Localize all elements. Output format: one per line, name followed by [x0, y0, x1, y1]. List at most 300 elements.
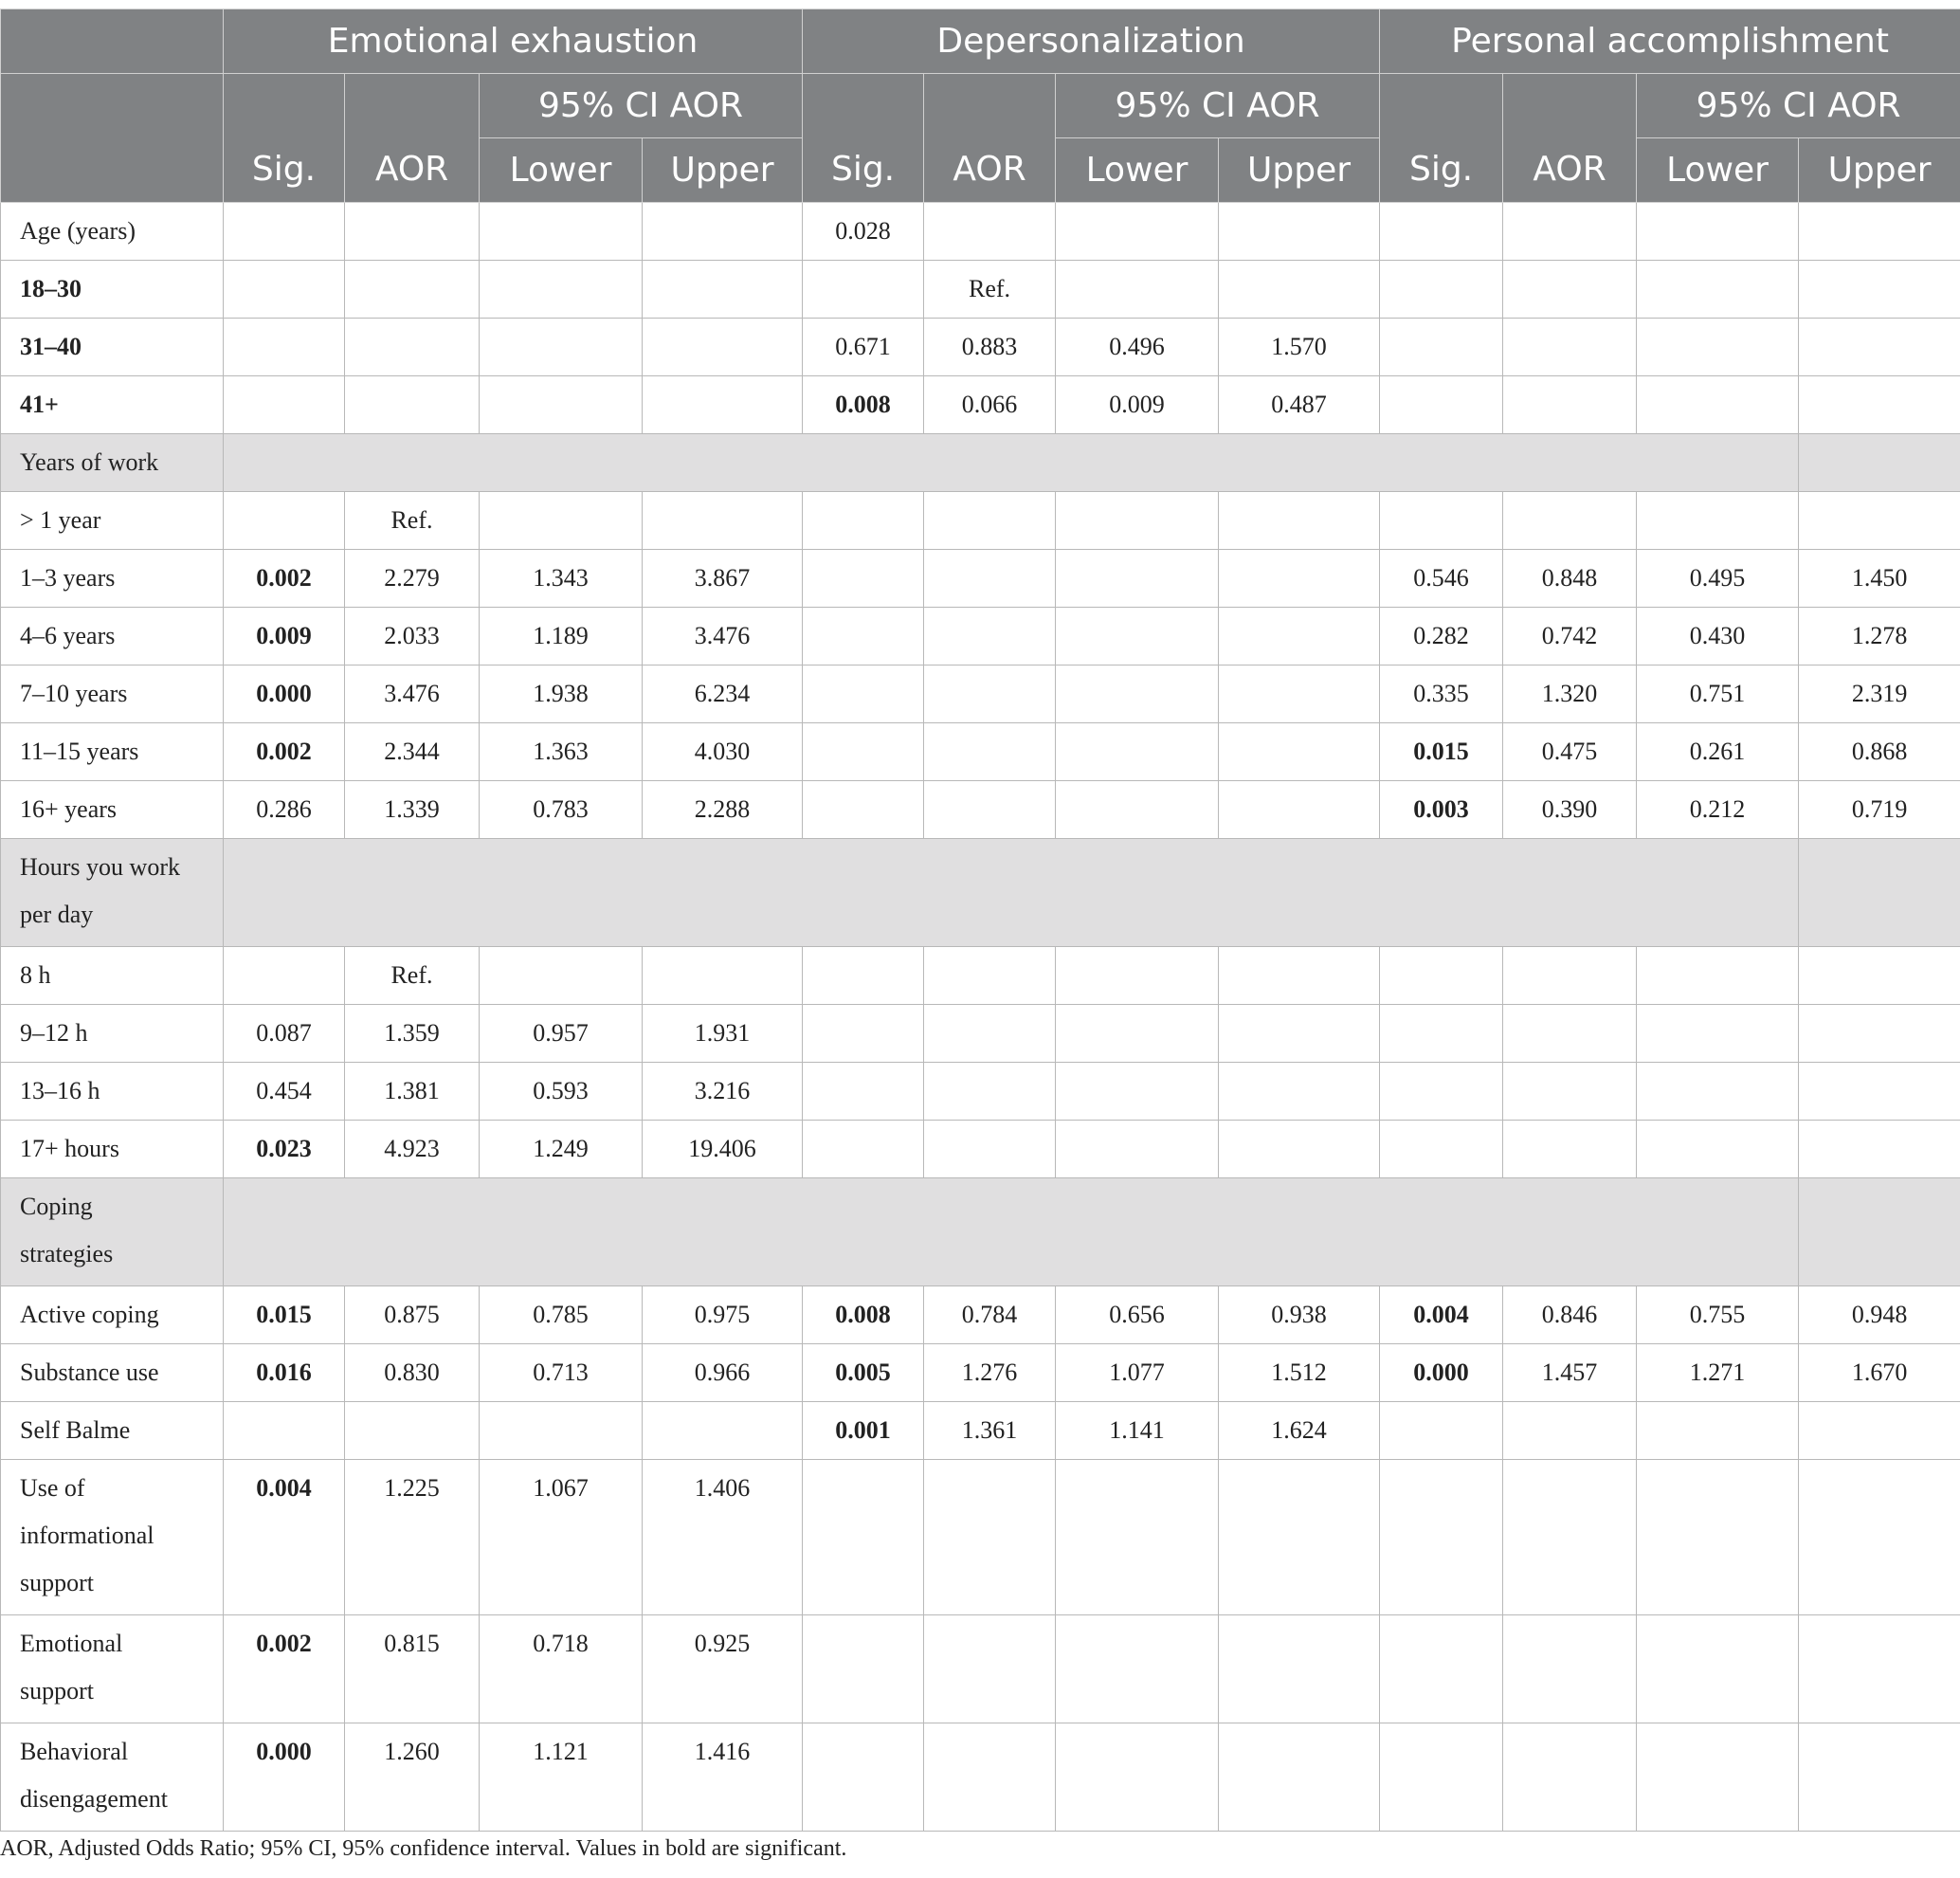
sig-cell: 0.546	[1380, 550, 1503, 608]
table-row	[1, 947, 1960, 1005]
row-label: 11–15 years	[1, 723, 224, 781]
table-row	[1, 781, 1960, 839]
table-row	[1, 608, 1960, 666]
lower-cell: 1.121	[480, 1723, 643, 1832]
lower-cell	[1637, 947, 1799, 1005]
upper-cell: 0.938	[1219, 1286, 1380, 1344]
sig-cell	[803, 550, 924, 608]
upper-cell: 0.966	[643, 1344, 803, 1402]
sig-cell	[803, 261, 924, 319]
aor-cell	[924, 781, 1056, 839]
section-filler	[224, 839, 1799, 947]
upper-cell	[1799, 947, 1960, 1005]
sig-cell: 0.023	[224, 1121, 345, 1178]
upper-cell	[1219, 947, 1380, 1005]
aor-cell	[1503, 1460, 1637, 1615]
aor-cell: 0.848	[1503, 550, 1637, 608]
upper-cell	[1799, 1005, 1960, 1063]
row-label: Active coping	[1, 1286, 224, 1344]
table-row	[1, 376, 1960, 434]
aor-cell	[345, 203, 480, 261]
sig-cell	[803, 1005, 924, 1063]
sig-cell	[803, 947, 924, 1005]
aor-cell: 1.381	[345, 1063, 480, 1121]
section-row	[1, 839, 1960, 947]
upper-cell: 3.867	[643, 550, 803, 608]
lower-cell: 1.077	[1056, 1344, 1219, 1402]
lower-cell: 0.656	[1056, 1286, 1219, 1344]
aor-cell: 1.361	[924, 1402, 1056, 1460]
aor-cell	[1503, 492, 1637, 550]
aor-cell	[924, 1005, 1056, 1063]
group-header: Emotional exhaustion	[224, 9, 803, 74]
row-label: 1–3 years	[1, 550, 224, 608]
upper-cell: 3.476	[643, 608, 803, 666]
section-label: Coping strategies	[1, 1178, 224, 1286]
lower-cell: 0.593	[480, 1063, 643, 1121]
ci-header: 95% CI AOR	[480, 74, 803, 138]
upper-cell: 2.288	[643, 781, 803, 839]
sig-cell	[1380, 1063, 1503, 1121]
group-header: Personal accomplishment	[1380, 9, 1960, 74]
sig-cell	[1380, 261, 1503, 319]
aor-cell: 0.784	[924, 1286, 1056, 1344]
sig-cell	[803, 1121, 924, 1178]
aor-cell: 0.875	[345, 1286, 480, 1344]
results-table	[0, 9, 1960, 1832]
upper-cell: 0.487	[1219, 376, 1380, 434]
upper-cell	[1799, 1121, 1960, 1178]
aor-cell	[1503, 1723, 1637, 1832]
aor-header: AOR	[924, 74, 1056, 203]
upper-cell: 4.030	[643, 723, 803, 781]
aor-cell: 2.279	[345, 550, 480, 608]
sig-cell: 0.015	[1380, 723, 1503, 781]
row-label: 18–30	[1, 261, 224, 319]
upper-cell: 19.406	[643, 1121, 803, 1178]
aor-cell	[924, 723, 1056, 781]
aor-cell: Ref.	[924, 261, 1056, 319]
upper-cell	[1799, 1615, 1960, 1723]
table-row	[1, 492, 1960, 550]
aor-cell	[345, 1402, 480, 1460]
row-label: Self Balme	[1, 1402, 224, 1460]
aor-cell	[1503, 1402, 1637, 1460]
sig-cell	[1380, 1615, 1503, 1723]
corner-cell	[1, 9, 224, 74]
lower-cell	[1056, 1615, 1219, 1723]
lower-cell	[1637, 376, 1799, 434]
upper-cell	[643, 947, 803, 1005]
upper-cell: 0.948	[1799, 1286, 1960, 1344]
section-row	[1, 434, 1960, 492]
lower-cell: 0.495	[1637, 550, 1799, 608]
table-footnote: AOR, Adjusted Odds Ratio; 95% CI, 95% confidence interval. Values in bold are significant.	[0, 1836, 847, 1861]
sig-cell: 0.004	[1380, 1286, 1503, 1344]
aor-cell: Ref.	[345, 947, 480, 1005]
upper-cell	[1219, 781, 1380, 839]
lower-cell: 1.363	[480, 723, 643, 781]
upper-cell	[1799, 376, 1960, 434]
lower-cell	[480, 261, 643, 319]
sig-cell	[803, 781, 924, 839]
sig-header: Sig.	[803, 74, 924, 203]
aor-cell: 1.320	[1503, 666, 1637, 723]
row-label: 9–12 h	[1, 1005, 224, 1063]
upper-cell: 1.570	[1219, 319, 1380, 376]
lower-cell	[1056, 203, 1219, 261]
aor-cell: Ref.	[345, 492, 480, 550]
aor-header: AOR	[345, 74, 480, 203]
table-row	[1, 1005, 1960, 1063]
table-row	[1, 1615, 1960, 1723]
table-row	[1, 1121, 1960, 1178]
aor-cell: 0.883	[924, 319, 1056, 376]
sig-cell	[1380, 947, 1503, 1005]
lower-cell	[1056, 1723, 1219, 1832]
lower-cell: 0.957	[480, 1005, 643, 1063]
lower-cell	[480, 319, 643, 376]
section-filler	[1799, 1178, 1960, 1286]
aor-cell	[924, 1615, 1056, 1723]
row-label: 16+ years	[1, 781, 224, 839]
upper-cell	[1799, 1063, 1960, 1121]
sig-cell: 0.002	[224, 550, 345, 608]
section-row	[1, 1178, 1960, 1286]
aor-cell: 1.457	[1503, 1344, 1637, 1402]
lower-cell	[1056, 947, 1219, 1005]
lower-cell	[1637, 1121, 1799, 1178]
upper-cell	[1799, 1460, 1960, 1615]
lower-cell: 1.249	[480, 1121, 643, 1178]
aor-cell	[924, 203, 1056, 261]
table-row	[1, 261, 1960, 319]
upper-cell	[1219, 1121, 1380, 1178]
table-row	[1, 723, 1960, 781]
aor-cell	[924, 1460, 1056, 1615]
sig-cell: 0.004	[224, 1460, 345, 1615]
aor-cell	[1503, 1005, 1637, 1063]
aor-cell	[345, 319, 480, 376]
table-row	[1, 550, 1960, 608]
sig-cell	[803, 723, 924, 781]
upper-cell	[1219, 1460, 1380, 1615]
aor-cell	[1503, 1615, 1637, 1723]
row-label: Use of informational support	[1, 1460, 224, 1615]
lower-cell	[1637, 492, 1799, 550]
row-label: Emotional support	[1, 1615, 224, 1723]
lower-cell: 0.718	[480, 1615, 643, 1723]
upper-cell	[643, 492, 803, 550]
lower-header: Lower	[480, 138, 643, 203]
aor-cell	[1503, 261, 1637, 319]
sig-cell	[1380, 319, 1503, 376]
lower-cell	[1637, 1402, 1799, 1460]
sig-cell	[803, 1063, 924, 1121]
row-label: 8 h	[1, 947, 224, 1005]
section-filler	[224, 434, 1799, 492]
lower-cell	[1056, 1460, 1219, 1615]
lower-cell	[1056, 723, 1219, 781]
lower-cell	[1056, 1005, 1219, 1063]
lower-cell: 1.189	[480, 608, 643, 666]
upper-cell: 0.719	[1799, 781, 1960, 839]
lower-cell: 0.009	[1056, 376, 1219, 434]
lower-cell	[1056, 608, 1219, 666]
row-label: 13–16 h	[1, 1063, 224, 1121]
sig-cell: 0.286	[224, 781, 345, 839]
sig-cell: 0.000	[224, 666, 345, 723]
sig-cell	[224, 261, 345, 319]
aor-cell: 2.033	[345, 608, 480, 666]
table-row	[1, 1063, 1960, 1121]
sig-cell	[803, 608, 924, 666]
table-header	[1, 9, 1960, 203]
lower-cell	[480, 376, 643, 434]
sig-cell	[1380, 492, 1503, 550]
lower-cell: 0.261	[1637, 723, 1799, 781]
sig-cell	[224, 203, 345, 261]
aor-cell: 1.260	[345, 1723, 480, 1832]
sig-cell	[803, 1460, 924, 1615]
sig-cell: 0.009	[224, 608, 345, 666]
sig-cell	[1380, 1402, 1503, 1460]
table-row	[1, 1723, 1960, 1832]
sig-cell	[1380, 203, 1503, 261]
lower-cell	[1637, 1005, 1799, 1063]
sig-cell	[224, 1402, 345, 1460]
sig-cell	[224, 492, 345, 550]
aor-cell: 0.390	[1503, 781, 1637, 839]
row-label: 4–6 years	[1, 608, 224, 666]
lower-cell: 0.785	[480, 1286, 643, 1344]
upper-cell	[1219, 1005, 1380, 1063]
sig-cell: 0.015	[224, 1286, 345, 1344]
sig-cell	[224, 947, 345, 1005]
aor-cell	[1503, 319, 1637, 376]
sig-cell: 0.282	[1380, 608, 1503, 666]
upper-header: Upper	[1799, 138, 1960, 203]
sig-cell	[1380, 1005, 1503, 1063]
aor-cell	[345, 261, 480, 319]
lower-cell	[480, 947, 643, 1005]
aor-cell	[924, 947, 1056, 1005]
row-label: > 1 year	[1, 492, 224, 550]
section-label: Hours you work per day	[1, 839, 224, 947]
aor-cell	[924, 1723, 1056, 1832]
aor-cell: 1.359	[345, 1005, 480, 1063]
sig-cell: 0.000	[1380, 1344, 1503, 1402]
lower-cell	[1056, 1063, 1219, 1121]
upper-cell: 1.931	[643, 1005, 803, 1063]
upper-cell	[1219, 550, 1380, 608]
row-label: Substance use	[1, 1344, 224, 1402]
lower-cell: 0.783	[480, 781, 643, 839]
lower-cell	[1056, 781, 1219, 839]
sig-cell	[224, 319, 345, 376]
aor-cell	[924, 608, 1056, 666]
upper-cell	[643, 319, 803, 376]
table-row	[1, 203, 1960, 261]
upper-cell: 3.216	[643, 1063, 803, 1121]
row-label: Behavioral disengagement	[1, 1723, 224, 1832]
lower-cell: 0.755	[1637, 1286, 1799, 1344]
sig-cell: 0.087	[224, 1005, 345, 1063]
sig-cell	[224, 376, 345, 434]
upper-cell	[1799, 1402, 1960, 1460]
section-label: Years of work	[1, 434, 224, 492]
sig-cell	[803, 1615, 924, 1723]
row-label: 7–10 years	[1, 666, 224, 723]
sig-cell	[803, 666, 924, 723]
row-label: Age (years)	[1, 203, 224, 261]
sig-cell: 0.028	[803, 203, 924, 261]
aor-cell: 0.742	[1503, 608, 1637, 666]
aor-cell	[924, 1063, 1056, 1121]
aor-cell	[1503, 1063, 1637, 1121]
sig-cell: 0.335	[1380, 666, 1503, 723]
aor-cell	[924, 1121, 1056, 1178]
section-filler	[1799, 434, 1960, 492]
aor-cell: 1.225	[345, 1460, 480, 1615]
upper-cell	[1219, 203, 1380, 261]
lower-header: Lower	[1637, 138, 1799, 203]
table-row	[1, 666, 1960, 723]
lower-cell: 0.496	[1056, 319, 1219, 376]
aor-cell: 3.476	[345, 666, 480, 723]
aor-cell: 0.846	[1503, 1286, 1637, 1344]
aor-cell	[1503, 1121, 1637, 1178]
table-row	[1, 1460, 1960, 1615]
corner-cell	[1, 74, 224, 203]
row-label: 31–40	[1, 319, 224, 376]
row-label: 17+ hours	[1, 1121, 224, 1178]
sig-cell	[1380, 376, 1503, 434]
lower-cell	[1637, 319, 1799, 376]
aor-cell: 2.344	[345, 723, 480, 781]
lower-cell	[1056, 550, 1219, 608]
lower-cell: 0.430	[1637, 608, 1799, 666]
sig-cell: 0.002	[224, 723, 345, 781]
aor-cell	[924, 666, 1056, 723]
aor-cell: 4.923	[345, 1121, 480, 1178]
group-header: Depersonalization	[803, 9, 1380, 74]
upper-cell	[643, 261, 803, 319]
table-row	[1, 319, 1960, 376]
sig-cell: 0.454	[224, 1063, 345, 1121]
upper-cell	[1219, 666, 1380, 723]
sig-header: Sig.	[1380, 74, 1503, 203]
sig-cell	[1380, 1723, 1503, 1832]
upper-header: Upper	[1219, 138, 1380, 203]
upper-cell	[1219, 723, 1380, 781]
lower-cell: 1.343	[480, 550, 643, 608]
upper-cell: 6.234	[643, 666, 803, 723]
ci-header: 95% CI AOR	[1056, 74, 1380, 138]
lower-cell: 1.938	[480, 666, 643, 723]
lower-cell	[1637, 1723, 1799, 1832]
sig-cell: 0.003	[1380, 781, 1503, 839]
sig-cell: 0.016	[224, 1344, 345, 1402]
upper-cell: 0.975	[643, 1286, 803, 1344]
lower-cell	[1056, 666, 1219, 723]
aor-cell	[1503, 203, 1637, 261]
upper-cell: 1.670	[1799, 1344, 1960, 1402]
lower-header: Lower	[1056, 138, 1219, 203]
aor-cell: 0.815	[345, 1615, 480, 1723]
sig-header: Sig.	[224, 74, 345, 203]
lower-cell: 1.271	[1637, 1344, 1799, 1402]
sig-cell: 0.008	[803, 376, 924, 434]
aor-cell	[1503, 947, 1637, 1005]
sig-cell: 0.005	[803, 1344, 924, 1402]
aor-header: AOR	[1503, 74, 1637, 203]
ci-header: 95% CI AOR	[1637, 74, 1960, 138]
upper-cell	[643, 376, 803, 434]
upper-cell	[1799, 1723, 1960, 1832]
lower-cell: 1.067	[480, 1460, 643, 1615]
sig-cell	[1380, 1121, 1503, 1178]
table-row	[1, 1344, 1960, 1402]
upper-cell	[643, 1402, 803, 1460]
aor-cell: 1.276	[924, 1344, 1056, 1402]
upper-cell: 2.319	[1799, 666, 1960, 723]
lower-cell	[1637, 203, 1799, 261]
upper-cell	[1799, 261, 1960, 319]
upper-cell	[1219, 1723, 1380, 1832]
lower-cell	[480, 203, 643, 261]
aor-cell	[345, 376, 480, 434]
row-label: 41+	[1, 376, 224, 434]
upper-cell	[643, 203, 803, 261]
upper-cell: 1.416	[643, 1723, 803, 1832]
lower-cell	[1056, 492, 1219, 550]
sig-cell	[803, 492, 924, 550]
aor-cell: 0.830	[345, 1344, 480, 1402]
upper-cell: 1.624	[1219, 1402, 1380, 1460]
upper-cell: 0.868	[1799, 723, 1960, 781]
table-row	[1, 1286, 1960, 1344]
upper-cell	[1799, 492, 1960, 550]
lower-cell	[1637, 1615, 1799, 1723]
sig-cell: 0.671	[803, 319, 924, 376]
lower-cell	[1637, 261, 1799, 319]
lower-cell	[480, 492, 643, 550]
section-filler	[1799, 839, 1960, 947]
upper-cell	[1799, 319, 1960, 376]
sig-cell: 0.000	[224, 1723, 345, 1832]
upper-cell: 1.450	[1799, 550, 1960, 608]
upper-cell: 1.512	[1219, 1344, 1380, 1402]
upper-cell	[1219, 608, 1380, 666]
aor-cell: 0.475	[1503, 723, 1637, 781]
lower-cell	[480, 1402, 643, 1460]
aor-cell: 0.066	[924, 376, 1056, 434]
lower-cell: 0.212	[1637, 781, 1799, 839]
lower-cell	[1637, 1460, 1799, 1615]
sig-cell	[1380, 1460, 1503, 1615]
lower-cell	[1637, 1063, 1799, 1121]
upper-cell: 1.278	[1799, 608, 1960, 666]
aor-cell	[1503, 376, 1637, 434]
upper-cell	[1219, 1063, 1380, 1121]
lower-cell	[1056, 1121, 1219, 1178]
sig-cell: 0.002	[224, 1615, 345, 1723]
table-row	[1, 1402, 1960, 1460]
upper-cell: 1.406	[643, 1460, 803, 1615]
sig-cell: 0.001	[803, 1402, 924, 1460]
section-filler	[224, 1178, 1799, 1286]
